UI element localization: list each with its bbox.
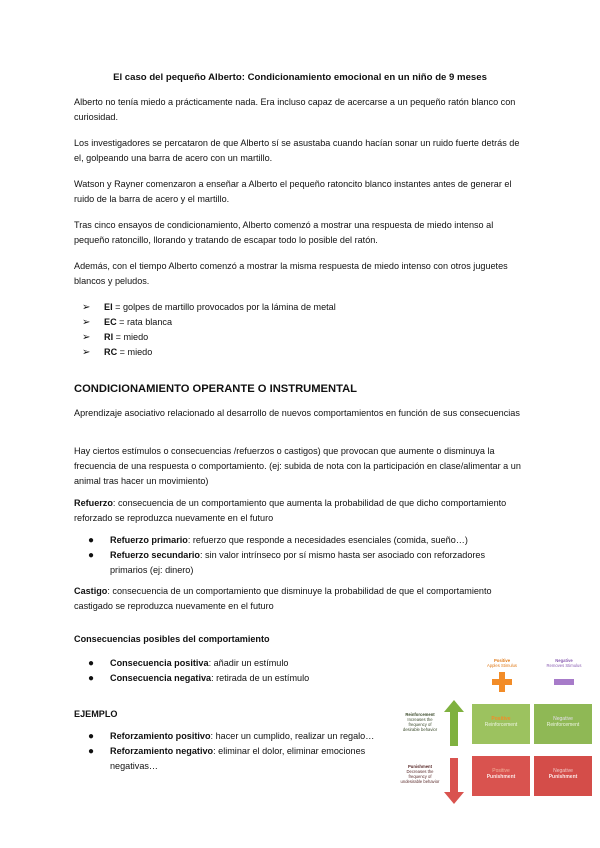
list-item — [74, 729, 394, 744]
list-item — [74, 533, 524, 548]
refuerzo-type-text: : sin valor intrínseco por sí mismo hasta ser asociado con reforzadores primarios (ej: dinero) — [110, 550, 486, 575]
negative-reinforcement-cell — [534, 704, 592, 744]
arrow-bullet-icon: ➢ — [82, 332, 91, 343]
positive-reinforcement-cell — [472, 704, 530, 744]
positive-subtitle: Apples Stimulus — [486, 663, 518, 668]
stimuli-list — [74, 300, 524, 360]
cell-label-top: Negative — [553, 768, 573, 774]
stimulus-key: EI — [104, 302, 113, 312]
refuerzo-definition — [74, 496, 524, 526]
negative-subtitle: Removes Stimulus — [546, 663, 582, 668]
castigo-text: : consecuencia de un comportamiento que disminuye la probabilidad de que el comportamiento castigado se reproduzca nuevamente en el futuro — [74, 586, 492, 611]
refuerzo-types-list — [74, 533, 524, 578]
example-heading: EJEMPLO — [74, 709, 118, 719]
operant-definition: Aprendizaje asociativo relacionado al desarrollo de nuevos comportamientos en función de sus consecuencias — [74, 408, 520, 418]
stimulus-text: = golpes de martillo provocados por la lámina de metal — [112, 302, 336, 312]
example-text: : eliminar el dolor, eliminar emociones negativas… — [110, 746, 366, 771]
stimulus-key: RI — [104, 332, 114, 342]
refuerzo-type-term: Refuerzo secundario — [110, 550, 200, 560]
negative-punishment-cell — [534, 756, 592, 796]
consequences-heading: Consecuencias posibles del comportamiento — [74, 634, 270, 644]
punishment-description: Decreases the frequency of undesirable behavior — [400, 769, 440, 784]
negative-column-header — [534, 658, 594, 668]
cell-label-bottom: Punishment — [548, 774, 578, 780]
cell-label-top: Positive — [491, 716, 511, 722]
positive-title: Positive — [493, 658, 511, 663]
list-item — [74, 300, 524, 315]
example-list — [74, 729, 394, 774]
dot-bullet-icon: ● — [88, 658, 95, 669]
refuerzo-term: Refuerzo — [74, 498, 113, 508]
list-item — [74, 345, 524, 360]
punishment-title: Punishment — [408, 764, 432, 769]
paragraph-5: Además, con el tiempo Alberto comenzó a mostrar la misma respuesta de miedo intenso con otros juguetes blancos y peludos. — [74, 261, 508, 286]
refuerzo-type-term: Refuerzo primario — [110, 535, 188, 545]
consequence-text: : añadir un estímulo — [208, 658, 289, 668]
arrow-bullet-icon: ➢ — [82, 302, 91, 313]
paragraph-4: Tras cinco ensayos de condicionamiento, Alberto comenzó a mostrar una respuesta de miedo intenso al pequeño ratoncillo, llorando y tratando de escapar todo lo posible del ratón. — [74, 220, 494, 245]
operant-matrix-diagram — [400, 648, 600, 808]
dot-bullet-icon: ● — [88, 731, 95, 742]
stimulus-key: RC — [104, 347, 118, 357]
list-item — [74, 656, 394, 671]
negative-title: Negative — [555, 658, 573, 663]
cell-label-bottom: Reinforcement — [484, 722, 518, 728]
refuerzo-type-text: : refuerzo que responde a necesidades esenciales (comida, sueño…) — [187, 535, 468, 545]
example-text: : hacer un cumplido, realizar un regalo… — [210, 731, 375, 741]
minus-icon — [554, 679, 574, 685]
plus-icon — [492, 672, 512, 692]
up-arrow-icon — [444, 700, 464, 746]
paragraph-2: Los investigadores se percataron de que Alberto sí se asustaba cuando hacían sonar un ruido fuerte detrás de el, golpeando una barra de acero con un martillo. — [74, 138, 520, 163]
operant-explanation: Hay ciertos estímulos o consecuencias /refuerzos o castigos) que provocan que aumente o disminuya la frecuencia de una respuesta o comportamiento. (ej: subida de nota con la participación en clase/alimentar a un animal tras hacer un movimiento) — [74, 446, 521, 486]
paragraph-3: Watson y Rayner comenzaron a enseñar a Alberto el pequeño ratoncito blanco instantes antes de generar el ruido de la barra de acero y el martillo. — [74, 179, 512, 204]
reinforcement-description: Increases the frequency of desirable behavior — [402, 717, 438, 732]
list-item — [74, 671, 394, 686]
reinforcement-row-label — [400, 712, 440, 732]
consequences-list — [74, 656, 394, 686]
document-title: El caso del pequeño Alberto: Condicionamiento emocional en un niño de 9 meses — [113, 72, 487, 83]
refuerzo-text: : consecuencia de un comportamiento que aumenta la probabilidad de que dicho comportamiento reforzado se reproduzca nuevamente en el futuro — [74, 498, 507, 523]
dot-bullet-icon: ● — [88, 550, 95, 561]
cell-label-bottom: Reinforcement — [546, 722, 580, 728]
cell-label-bottom: Punishment — [486, 774, 516, 780]
castigo-term: Castigo — [74, 586, 108, 596]
consequence-text: : retirada de un estímulo — [211, 673, 310, 683]
cell-label-top: Positive — [492, 768, 510, 774]
reinforcement-title: Reinforcement — [405, 712, 435, 717]
cell-label-top: Negative — [553, 716, 573, 722]
positive-punishment-cell — [472, 756, 530, 796]
arrow-bullet-icon: ➢ — [82, 347, 91, 358]
stimulus-key: EC — [104, 317, 117, 327]
list-item — [74, 315, 524, 330]
stimulus-text: = miedo — [113, 332, 149, 342]
section-heading-operant: CONDICIONAMIENTO OPERANTE O INSTRUMENTAL — [74, 383, 358, 395]
arrow-bullet-icon: ➢ — [82, 317, 91, 328]
positive-column-header — [472, 658, 532, 668]
example-term: Reforzamiento positivo — [110, 731, 211, 741]
consequence-term: Consecuencia positiva — [110, 658, 209, 668]
stimulus-text: = miedo — [117, 347, 153, 357]
castigo-definition — [74, 584, 524, 614]
punishment-row-label — [400, 764, 440, 784]
paragraph-1: Alberto no tenía miedo a prácticamente nada. Era incluso capaz de acercarse a un pequeño ratón blanco con curiosidad. — [74, 97, 516, 122]
dot-bullet-icon: ● — [88, 746, 95, 757]
example-term: Reforzamiento negativo — [110, 746, 214, 756]
list-item — [74, 330, 524, 345]
dot-bullet-icon: ● — [88, 535, 95, 546]
down-arrow-icon — [444, 758, 464, 804]
dot-bullet-icon: ● — [88, 673, 95, 684]
stimulus-text: = rata blanca — [116, 317, 172, 327]
consequence-term: Consecuencia negativa — [110, 673, 212, 683]
list-item — [74, 744, 394, 774]
list-item — [74, 548, 524, 578]
